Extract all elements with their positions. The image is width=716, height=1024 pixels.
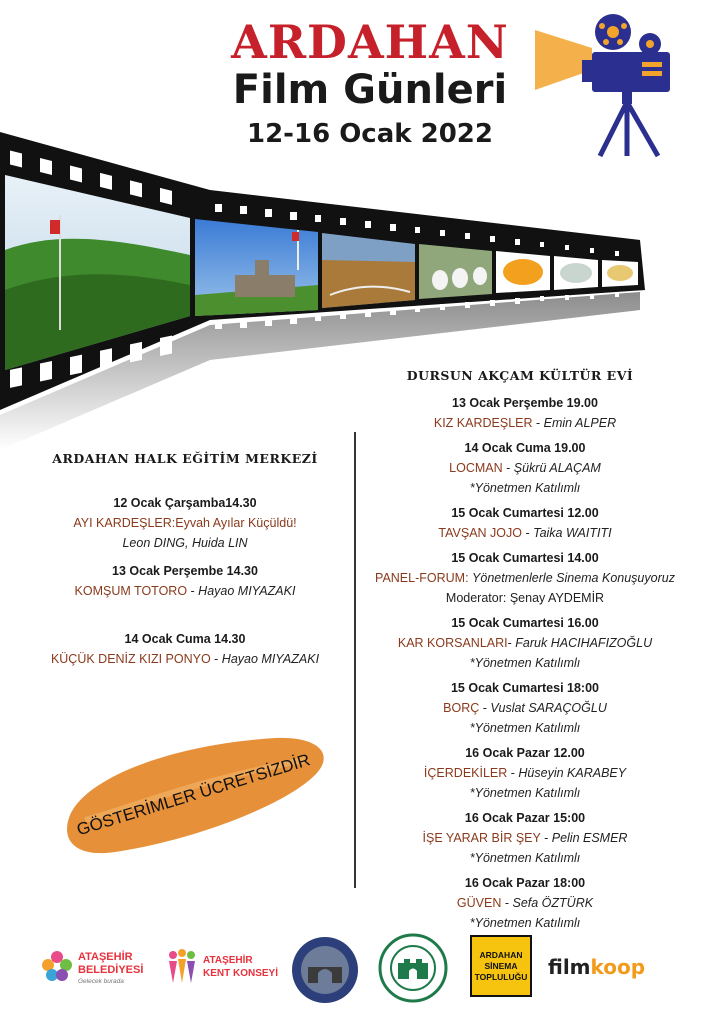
kent-line2: KENT KONSEYİ [203, 968, 279, 979]
venue-halk-egitim: ARDAHAN HALK EĞİTİM MERKEZİ [52, 451, 318, 466]
movie-title: KIZ KARDEŞLER [433, 416, 533, 430]
movie-director: Hayao MIYAZAKI [198, 584, 296, 598]
movie-director: Vuslat SARAÇOĞLU [490, 701, 607, 715]
title-film-gunleri: Film Günleri [232, 67, 508, 113]
screening-item: 15 Ocak Cumartesi 12.00 TAVŞAN JOJO - Taika WAITITI [365, 503, 685, 543]
movie-director: Hayao MIYAZAKI [221, 652, 320, 666]
event-dates: 12-16 Ocak 2022 [247, 119, 493, 149]
kent-line1: ATAŞEHİR [203, 955, 253, 966]
filmkoop-film: film [548, 955, 591, 979]
atasehir-line2: BELEDİYESİ [78, 964, 144, 976]
screening-item: 16 Ocak Pazar 15:00 İŞE YARAR BİR ŞEY - Pelin ESMER *Yönetmen Katılımlı [365, 808, 685, 868]
people-icon [165, 947, 199, 987]
ardahan-sinema-toplulugu-logo [470, 935, 532, 997]
film-frame-geese [419, 244, 492, 299]
movie-title: KAR KORSANLARI [397, 636, 508, 650]
screening-date: 16 Ocak Pazar 12.00 [465, 746, 585, 760]
movie-title: PANEL-FORUM: [375, 571, 469, 585]
screening-item [365, 548, 685, 608]
movie-title: İŞE YARAR BİR ŞEY [422, 831, 541, 845]
filmkoop-logo [548, 955, 648, 985]
screening-date: 13 Ocak Perşembe 14.30 [112, 564, 258, 578]
film-frame-cheese-wheel [602, 260, 638, 287]
atasehir-tagline: Gelecek burada [78, 978, 124, 985]
left-schedule [20, 493, 350, 697]
screening-date: 15 Ocak Cumartesi 18:00 [450, 681, 599, 695]
movie-director: Taika WAITITI [533, 526, 612, 540]
screening-date: 12 Ocak Çarşamba14.30 [113, 496, 257, 510]
screening-date: 16 Ocak Pazar 18:00 [464, 876, 586, 890]
sinema-line1: ARDAHAN [479, 949, 523, 960]
screening-date: 13 Ocak Perşembe 19.00 [452, 396, 598, 410]
movie-director: Faruk HACIHAFIZOĞLU [515, 636, 653, 650]
flower-icon [40, 947, 74, 987]
movie-title: TAVŞAN JOJO [438, 526, 522, 540]
right-schedule [365, 393, 685, 938]
movie-title: AYI KARDEŞLER:Eyvah Ayılar Küçüldü! [73, 516, 297, 530]
movie-title: LOCMAN [449, 461, 503, 475]
screening-date: 15 Ocak Cumartesi 12.00 [451, 506, 599, 520]
director-attending-note: *Yönetmen Katılımlı [469, 916, 581, 930]
director-attending-note: *Yönetmen Katılımlı [469, 851, 581, 865]
movie-director: Sefa ÖZTÜRK [512, 896, 594, 910]
movie-director: Emin ALPER [543, 416, 617, 430]
movie-director: Pelin ESMER [551, 831, 628, 845]
film-frame-town [322, 233, 415, 308]
director-attending-note: *Yönetmen Katılımlı [469, 786, 581, 800]
screening-date: 14 Ocak Cuma 19.00 [464, 441, 586, 455]
filmkoop-koop: koop [590, 955, 646, 979]
association-seal-logo [290, 935, 360, 1005]
movie-title: KÜÇÜK DENİZ KIZI PONYO [50, 652, 211, 666]
screening-item: 16 Ocak Pazar 18:00 GÜVEN - Sefa ÖZTÜRK *Yönetmen Katılımlı [365, 873, 685, 933]
sponsor-logos [0, 925, 716, 1015]
venue-dursun-akcam: DURSUN AKÇAM KÜLTÜR EVİ [406, 368, 634, 383]
kent-konseyi-logo [165, 945, 285, 995]
free-screenings-badge [45, 720, 345, 865]
panel-moderator: Moderator: Şenay AYDEMİR [445, 591, 605, 605]
movie-title: KOMŞUM TOTORO [74, 584, 188, 598]
atasehir-belediyesi-logo [40, 945, 160, 995]
movie-director: Hüseyin KARABEY [518, 766, 627, 780]
screening-date: 14 Ocak Cuma 14.30 [124, 632, 246, 646]
screening-item: 16 Ocak Pazar 12.00 İÇERDEKİLER - Hüseyin KARABEY *Yönetmen Katılımlı [365, 743, 685, 803]
sinema-line3: TOPLULUĞU [474, 971, 528, 982]
film-frame-castle [195, 219, 318, 316]
screening-item: 13 Ocak Perşembe 14.30 KOMŞUM TOTORO - Hayao MIYAZAKI [20, 561, 350, 629]
movie-director: Şükrü ALAÇAM [513, 461, 601, 475]
film-frame-honeycomb [496, 251, 550, 293]
director-attending-note: *Yönetmen Katılımlı [469, 656, 581, 670]
screening-date: 16 Ocak Pazar 15:00 [464, 811, 586, 825]
director-attending-note: *Yönetmen Katılımlı [469, 721, 581, 735]
sinema-line2: SİNEMA [484, 960, 518, 971]
screening-date: 15 Ocak Cumartesi 16.00 [451, 616, 599, 630]
screening-item: 15 Ocak Cumartesi 18:00 BORÇ - Vuslat SARAÇOĞLU *Yönetmen Katılımlı [365, 678, 685, 738]
screening-item [20, 493, 350, 561]
ardahan-belediyesi-seal [378, 933, 448, 1003]
movie-title: BORÇ [443, 701, 480, 715]
panel-topic: Yönetmenlerle Sinema Konuşuyoruz [472, 571, 675, 585]
atasehir-line1: ATAŞEHİR [78, 951, 133, 963]
movie-director: Leon DING, Huida LIN [122, 536, 248, 550]
movie-title: GÜVEN [456, 896, 502, 910]
movie-title: İÇERDEKİLER [423, 766, 508, 780]
director-attending-note: *Yönetmen Katılımlı [469, 481, 581, 495]
screening-item: 13 Ocak Perşembe 19.00 KIZ KARDEŞLER - Emin ALPER [365, 393, 685, 433]
film-frame-cheese [554, 256, 598, 290]
screening-date: 15 Ocak Cumartesi 14.00 [451, 551, 599, 565]
screening-item: 15 Ocak Cumartesi 16.00 KAR KORSANLARI- Faruk HACIHAFIZOĞLU *Yönetmen Katılımlı [365, 613, 685, 673]
screening-item: 14 Ocak Cuma 19.00 LOCMAN - Şükrü ALAÇAM *Yönetmen Katılımlı [365, 438, 685, 498]
column-divider [354, 432, 356, 888]
badge-text: GÖSTERİMLER ÜCRETSİZDİR [74, 750, 313, 840]
screening-item: 14 Ocak Cuma 14.30 KÜÇÜK DENİZ KIZI PONYO - Hayao MIYAZAKI [20, 629, 350, 697]
title-ardahan: ARDAHAN [231, 15, 509, 69]
